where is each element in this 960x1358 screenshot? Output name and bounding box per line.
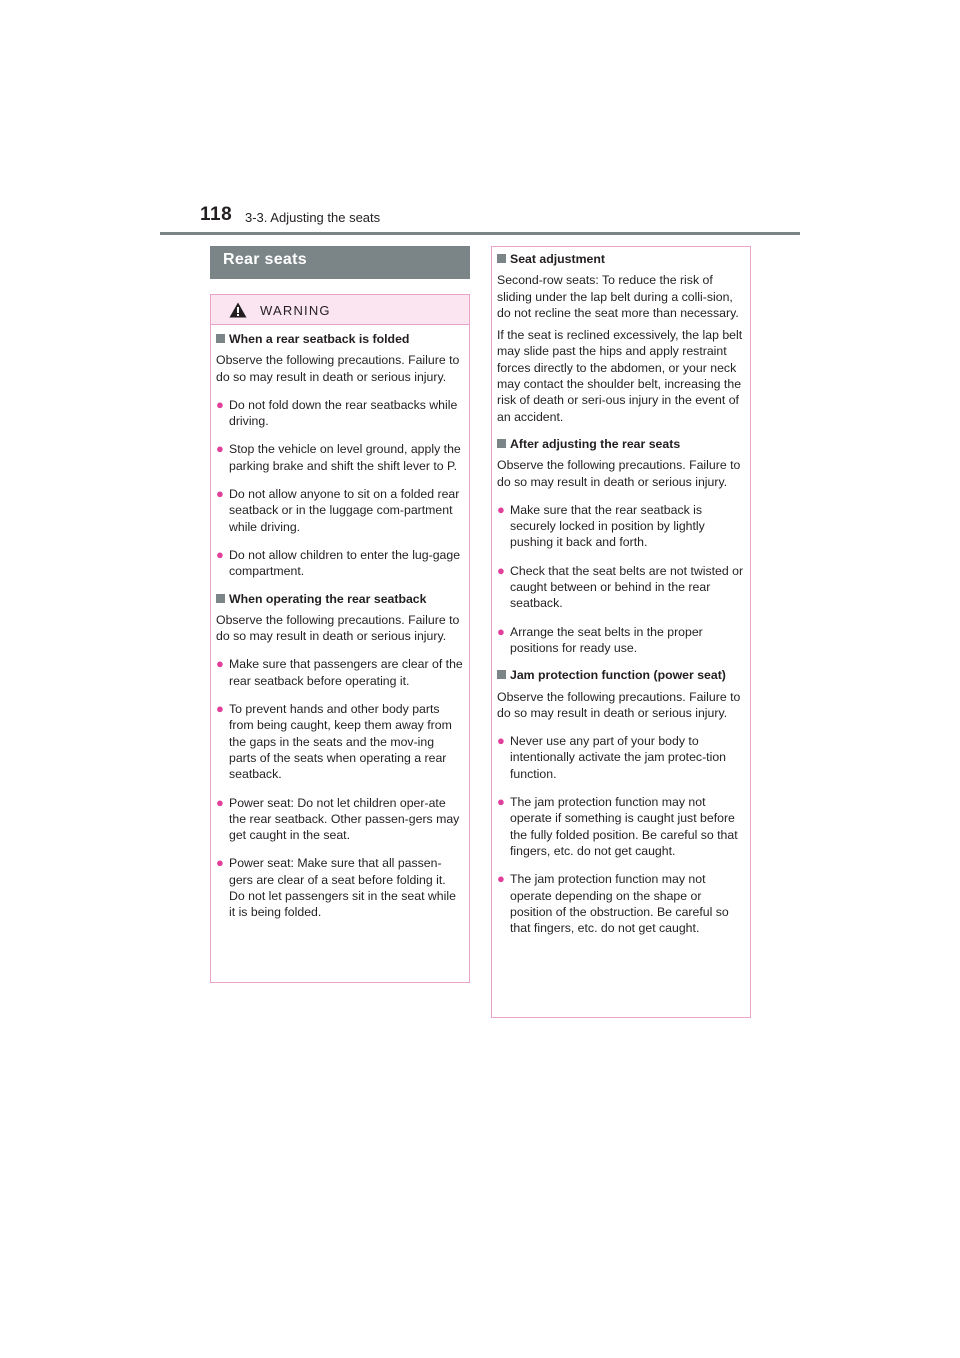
circle-bullet-icon: ● (216, 794, 224, 810)
circle-bullet-icon: ● (497, 871, 505, 887)
subheading: Seat adjustment (497, 251, 745, 267)
warning-box (210, 294, 470, 983)
paragraph: Second-row seats: To reduce the risk of sliding under the lap belt during a colli-sion, do not recline the seat more than necessary. (497, 273, 739, 320)
circle-bullet-icon: ● (497, 623, 505, 639)
subheading: When operating the rear seatback (216, 591, 464, 607)
warning-continued-body (492, 247, 750, 936)
list-item: ● Do not fold down the rear seatbacks while driving. (216, 396, 458, 429)
circle-bullet-icon: ● (497, 733, 505, 749)
list-item: ● Arrange the seat belts in the proper positions for ready use. (497, 623, 703, 655)
subheading: After adjusting the rear seats (497, 436, 745, 452)
list-item: ● Make sure that passengers are clear of the rear seatback before operating it. (216, 656, 463, 688)
circle-bullet-icon: ● (497, 501, 505, 517)
paragraph: If the seat is reclined excessively, the lap belt may slide past the hips and apply restraint forces directly to the abdomen, or your neck may contact the shoulder belt, increasing the risk of death or seri-ous injury in the event of an accident. (497, 328, 743, 424)
header-rule (160, 232, 800, 235)
circle-bullet-icon: ● (216, 441, 224, 457)
list-item: ● Make sure that the rear seatback is securely locked in position by lightly pushing it back and forth. (497, 501, 705, 550)
list-item: ● Check that the seat belts are not twisted or caught between or behind in the rear seatback. (497, 562, 744, 611)
list-item: ● Stop the vehicle on level ground, apply the parking brake and shift the shift lever to P. (216, 441, 461, 473)
square-bullet-icon (216, 334, 225, 343)
paragraph: Observe the following precautions. Failure to do so may result in death or serious injury. (216, 353, 460, 384)
square-bullet-icon (216, 594, 225, 603)
circle-bullet-icon: ● (216, 656, 224, 672)
section-heading-bar: Rear seats (210, 246, 470, 279)
warning-header (211, 295, 469, 325)
circle-bullet-icon: ● (216, 396, 224, 412)
list-item: ● Power seat: Do not let children oper-ate the rear seatback. Other passen-gers may get caught in the seat. (216, 794, 460, 843)
circle-bullet-icon: ● (497, 562, 505, 578)
square-bullet-icon (497, 254, 506, 263)
circle-bullet-icon: ● (216, 546, 224, 562)
warning-body (211, 325, 469, 921)
paragraph: Observe the following precautions. Failure to do so may result in death or serious injury. (216, 612, 460, 644)
subheading: Jam protection function (power seat) (497, 667, 745, 683)
paragraph: Observe the following precautions. Failure to do so may result in death or serious injury. (497, 458, 741, 489)
subheading: When a rear seatback is folded (216, 331, 464, 347)
list-item: ● Power seat: Make sure that all passen-gers are clear of a seat before folding it. Do not let passengers sit in the seat while it is being folded. (216, 855, 456, 920)
list-item: ● Do not allow children to enter the lug-gage compartment. (216, 546, 461, 579)
list-item: ● The jam protection function may not operate depending on the shape or position of the obstruction. Be careful so that fingers, etc. do not get caught. (497, 871, 729, 936)
page-number: 118 (200, 204, 233, 225)
list-item: ● Do not allow anyone to sit on a folded rear seatback or in the luggage com-partment while driving. (216, 486, 460, 534)
warning-triangle-icon (229, 302, 247, 318)
square-bullet-icon (497, 439, 506, 448)
warning-label: WARNING (260, 303, 331, 318)
circle-bullet-icon: ● (216, 855, 224, 871)
circle-bullet-icon: ● (216, 486, 224, 502)
warning-continued-box (491, 246, 751, 1018)
paragraph: Observe the following precautions. Failure to do so may result in death or serious injury. (497, 689, 741, 720)
square-bullet-icon (497, 670, 506, 679)
list-item: ● The jam protection function may not operate if something is caught just before the fully folded position. Be careful so that fingers, etc. do not get caught. (497, 794, 738, 858)
section-title: 3-3. Adjusting the seats (245, 210, 381, 225)
circle-bullet-icon: ● (497, 794, 505, 810)
list-item: ● To prevent hands and other body parts from being caught, keep them away from the gaps in the seats and the mov-ing parts of the seats when operating a rear seatback. (216, 701, 452, 782)
circle-bullet-icon: ● (216, 701, 224, 717)
list-item: ● Never use any part of your body to intentionally activate the jam protec-tion function. (497, 733, 726, 781)
page-header (200, 204, 800, 230)
